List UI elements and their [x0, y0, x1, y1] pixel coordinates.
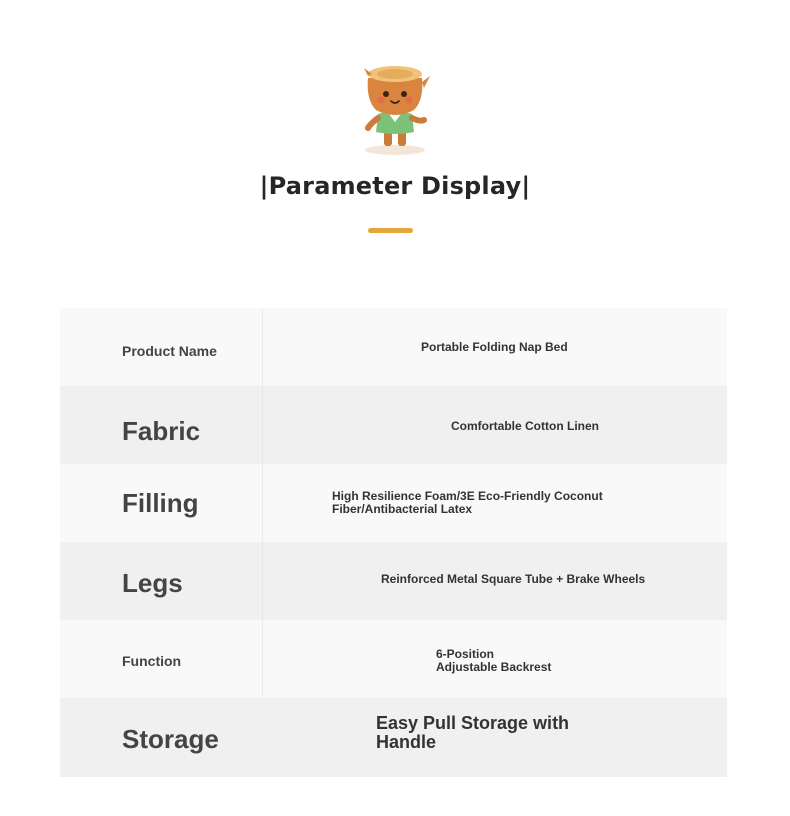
- page-title: |Parameter Display|: [259, 172, 531, 200]
- table-row: [60, 308, 727, 386]
- row-value-line: Adjustable Backrest: [436, 659, 552, 674]
- title-underline: [368, 228, 413, 233]
- row-value: [332, 490, 603, 515]
- column-divider: [262, 620, 263, 698]
- row-value: [436, 648, 551, 673]
- row-value: Comfortable Cotton Linen: [451, 419, 599, 433]
- row-value: Reinforced Metal Square Tube + Brake Wheels: [381, 572, 646, 586]
- parameter-table: [60, 308, 727, 777]
- table-row: [60, 464, 727, 542]
- table-row: [60, 386, 727, 464]
- row-value: Portable Folding Nap Bed: [421, 340, 568, 354]
- row-value-line: 6-Position: [436, 647, 495, 661]
- column-divider: [262, 464, 263, 542]
- table-row: [60, 542, 727, 620]
- row-value-line: High Resilience Foam/3E Eco-Friendly Coconut: [332, 489, 603, 503]
- row-value-line: Fiber/Antibacterial Latex: [332, 501, 473, 516]
- row-label: Storage: [122, 724, 219, 754]
- row-label: Function: [122, 653, 182, 669]
- tree-stump-mascot-icon: [356, 60, 434, 158]
- column-divider: [262, 542, 263, 620]
- table-row: [60, 698, 727, 777]
- column-divider: [262, 386, 263, 464]
- row-value-line: Handle: [376, 731, 437, 752]
- table-row: [60, 620, 727, 698]
- row-label: Fabric: [122, 416, 201, 446]
- row-label: Filling: [122, 488, 199, 518]
- row-value: [376, 714, 569, 752]
- row-label: Product Name: [122, 343, 217, 359]
- row-value-line: Easy Pull Storage with: [376, 713, 570, 733]
- column-divider: [262, 308, 263, 386]
- row-label: Legs: [122, 568, 183, 598]
